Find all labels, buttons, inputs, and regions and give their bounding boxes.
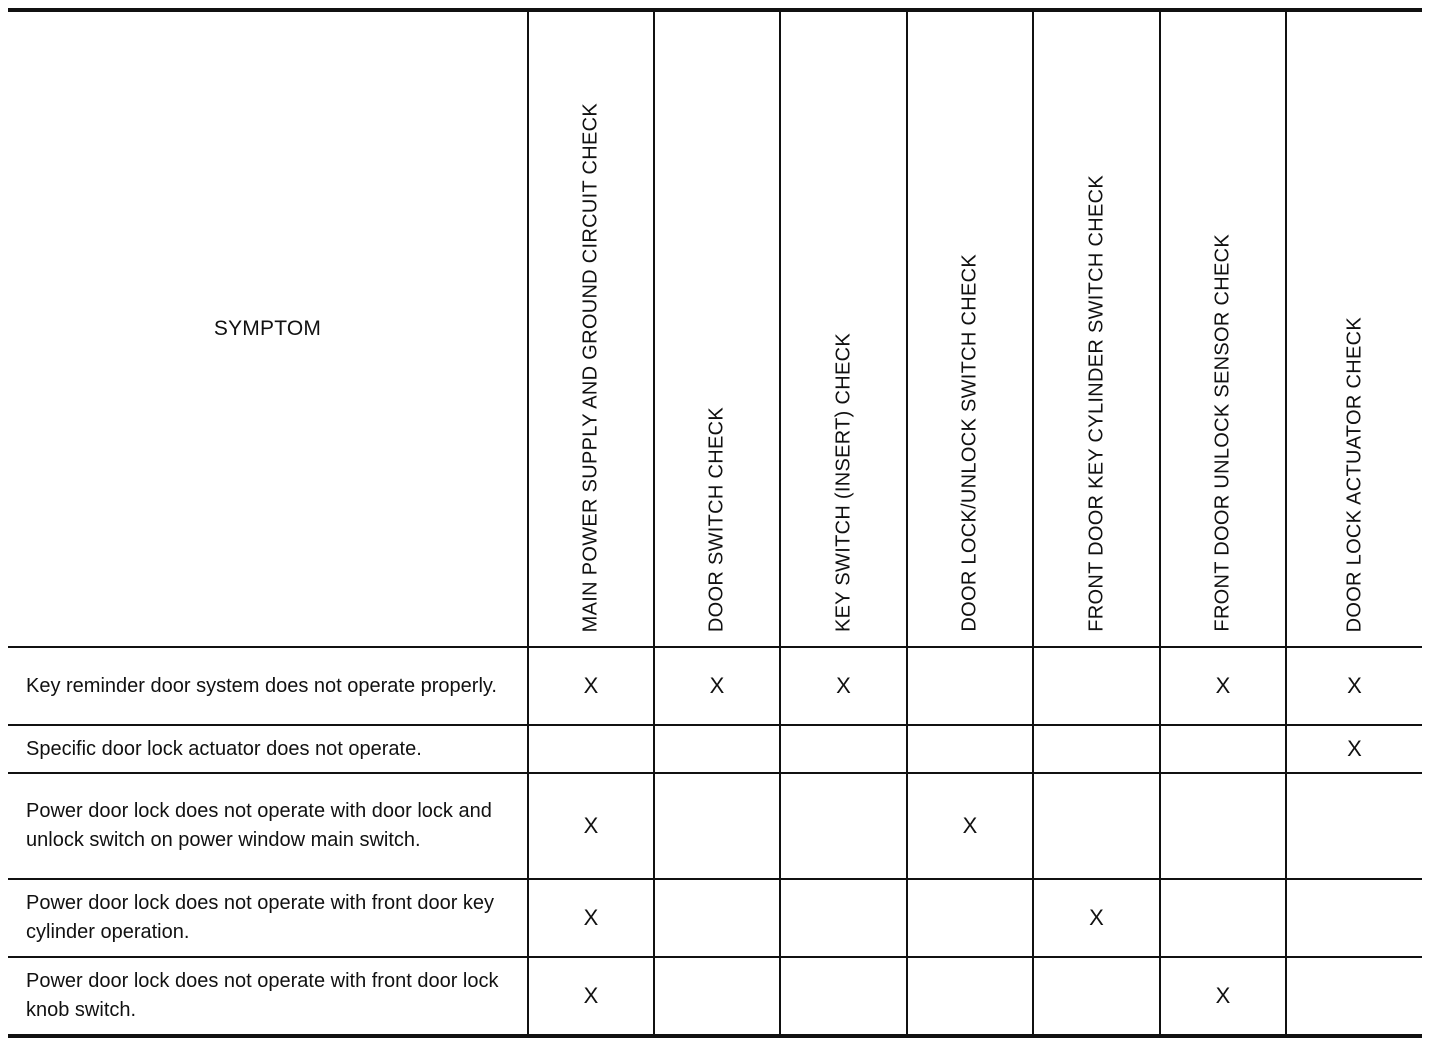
check-mark-cell: X — [1033, 879, 1160, 957]
symptom-cell: Key reminder door system does not operate properly. — [8, 647, 528, 725]
check-mark-cell — [907, 725, 1033, 773]
check-mark-cell — [1160, 773, 1286, 879]
check-mark-cell — [654, 879, 780, 957]
check-mark-cell — [780, 725, 907, 773]
check-mark-cell — [1033, 773, 1160, 879]
symptom-cell: Specific door lock actuator does not operate. — [8, 725, 528, 773]
check-mark-cell: X — [1160, 647, 1286, 725]
symptom-column-header: SYMPTOM — [8, 10, 528, 647]
check-header-label: FRONT DOOR UNLOCK SENSOR CHECK — [1211, 234, 1234, 632]
check-mark-cell — [1160, 879, 1286, 957]
check-header-label: DOOR SWITCH CHECK — [705, 406, 728, 632]
check-header-label: KEY SWITCH (INSERT) CHECK — [832, 332, 854, 632]
table-row — [8, 879, 1422, 957]
check-mark-cell — [1286, 879, 1422, 957]
check-header-door-lock-actuator — [1286, 10, 1422, 647]
check-mark-cell: X — [654, 647, 780, 725]
header-row — [8, 10, 1422, 647]
check-header-key-cylinder-switch — [1033, 10, 1160, 647]
symptom-cell: Power door lock does not operate with door lock and unlock switch on power window main switch. — [8, 773, 528, 879]
check-mark-cell: X — [528, 879, 654, 957]
check-header-door-lock-unlock-switch — [907, 10, 1033, 647]
check-mark-cell — [780, 879, 907, 957]
check-header-label: FRONT DOOR KEY CYLINDER SWITCH CHECK — [1085, 175, 1107, 632]
check-header-main-power — [528, 10, 654, 647]
symptom-cell: Power door lock does not operate with front door lock knob switch. — [8, 957, 528, 1036]
check-mark-cell: X — [907, 773, 1033, 879]
check-mark-cell — [1160, 725, 1286, 773]
check-mark-cell — [1286, 957, 1422, 1036]
check-mark-cell: X — [780, 647, 907, 725]
symptom-cell: Power door lock does not operate with front door key cylinder operation. — [8, 879, 528, 957]
check-mark-cell — [907, 879, 1033, 957]
check-mark-cell — [654, 725, 780, 773]
check-header-label: DOOR LOCK ACTUATOR CHECK — [1343, 316, 1365, 632]
check-mark-cell: X — [1160, 957, 1286, 1036]
check-mark-cell — [907, 957, 1033, 1036]
check-mark-cell — [654, 957, 780, 1036]
check-mark-cell — [1033, 957, 1160, 1036]
check-mark-cell — [780, 957, 907, 1036]
table-row — [8, 957, 1422, 1036]
check-mark-cell — [654, 773, 780, 879]
table-row — [8, 773, 1422, 879]
check-header-door-switch — [654, 10, 780, 647]
symptom-check-matrix — [8, 8, 1422, 1038]
table-row — [8, 647, 1422, 725]
check-mark-cell — [1033, 647, 1160, 725]
check-mark-cell: X — [528, 957, 654, 1036]
check-mark-cell — [907, 647, 1033, 725]
check-mark-cell: X — [1286, 725, 1422, 773]
check-mark-cell — [1286, 773, 1422, 879]
check-mark-cell: X — [1286, 647, 1422, 725]
check-mark-cell: X — [528, 773, 654, 879]
check-mark-cell — [1033, 725, 1160, 773]
check-header-label: DOOR LOCK/UNLOCK SWITCH CHECK — [958, 254, 981, 632]
table-row — [8, 725, 1422, 773]
check-header-label: MAIN POWER SUPPLY AND GROUND CIRCUIT CHECK — [579, 102, 602, 632]
check-header-key-switch — [780, 10, 907, 647]
check-mark-cell — [780, 773, 907, 879]
check-mark-cell — [528, 725, 654, 773]
check-mark-cell: X — [528, 647, 654, 725]
check-header-unlock-sensor — [1160, 10, 1286, 647]
